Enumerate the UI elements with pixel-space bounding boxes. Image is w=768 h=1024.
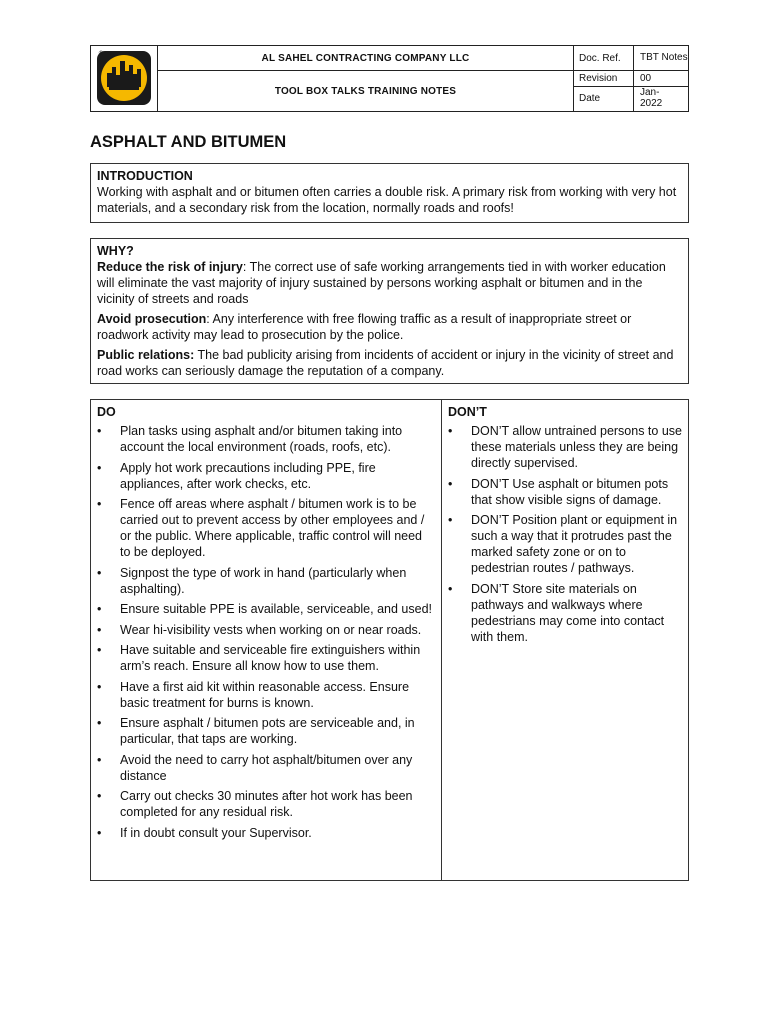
why-section <box>90 238 689 384</box>
dont-item: • DON’T Use asphalt or bitumen pots that show visible signs of damage. <box>448 476 682 508</box>
do-dont-table <box>90 399 689 881</box>
why-heading: WHY? <box>97 244 134 258</box>
document-header <box>90 45 689 112</box>
dont-item: • DON’T allow untrained persons to use these materials unless they are being directly supervised. <box>448 423 682 471</box>
introduction-text: Working with asphalt and or bitumen often carries a double risk. A primary risk from working with very hot materials, and a secondary risk from the location, normally roads and roofs! <box>97 185 677 215</box>
revision-label: Revision <box>574 71 633 87</box>
dont-column <box>442 400 689 881</box>
do-list <box>97 423 435 841</box>
why-item <box>97 311 682 343</box>
do-item: • Fence off areas where asphalt / bitumen work is to be carried out to prevent access by other employees and / or the public. Where applicable, traffic control will need to be deployed. <box>97 496 435 560</box>
why-item-term: Reduce the risk of injury <box>97 260 243 274</box>
do-item: • Plan tasks using asphalt and/or bitumen taking into account the local environment (roads, roofs, etc). <box>97 423 435 455</box>
revision-date-values <box>634 71 689 112</box>
why-item-text: The bad publicity arising from incidents of accident or injury in the vicinity of street and road works can seriously damage the reputation of a company. <box>97 348 674 378</box>
why-item-separator: : <box>242 260 250 274</box>
revision-value: 00 <box>634 71 688 87</box>
page-title: ASPHALT AND BITUMEN <box>90 133 287 151</box>
dont-list <box>448 423 682 645</box>
do-item: • If in doubt consult your Supervisor. <box>97 825 435 841</box>
do-item: • Apply hot work precautions including PPE, fire appliances, after work checks, etc. <box>97 460 435 492</box>
registered-mark: ® <box>98 50 104 57</box>
why-item-separator: : <box>206 312 213 326</box>
do-item: • Carry out checks 30 minutes after hot work has been completed for any residual risk. <box>97 788 435 820</box>
date-value: Jan-2022 <box>640 87 663 109</box>
dont-heading: DON’T <box>448 405 487 419</box>
why-item <box>97 347 682 379</box>
company-logo-icon <box>95 47 153 107</box>
company-name: AL SAHEL CONTRACTING COMPANY LLC <box>158 46 574 71</box>
dont-item: • DON’T Position plant or equipment in such a way that it protrudes past the marked safety zone or on to pedestrian routes / pathways. <box>448 512 682 576</box>
dont-item: • DON’T Store site materials on pathways and walkways where pedestrians may come into contact with them. <box>448 581 682 645</box>
introduction-heading: INTRODUCTION <box>97 169 193 183</box>
doc-ref-value: TBT Notes <box>634 46 689 71</box>
do-item: • Wear hi-visibility vests when working on or near roads. <box>97 622 435 638</box>
why-item-term: Avoid prosecution <box>97 312 207 326</box>
why-item-text: The correct use of safe working arrangements tied in with worker education will eliminate the vast majority of injury sustained by persons working asphalt or bitumen and in the vicinity of streets and roads <box>97 260 666 306</box>
why-item <box>97 259 682 307</box>
doc-ref-label: Doc. Ref. <box>574 46 634 71</box>
do-item: • Have suitable and serviceable fire extinguishers within arm’s reach. Ensure all know how to use them. <box>97 642 435 674</box>
do-item: • Have a first aid kit within reasonable access. Ensure basic treatment for burns is known. <box>97 679 435 711</box>
revision-date-labels <box>574 71 634 112</box>
why-item-text: Any interference with free flowing traffic as a result of inappropriate street or roadwork activity may lead to prosecution by the police. <box>97 312 632 342</box>
do-item: • Ensure asphalt / bitumen pots are serviceable and, in particular, that taps are working. <box>97 715 435 747</box>
introduction-section <box>90 163 689 223</box>
document-type-title: TOOL BOX TALKS TRAINING NOTES <box>158 71 574 112</box>
do-column <box>91 400 442 881</box>
date-label: Date <box>579 93 601 104</box>
why-item-term: Public relations: <box>97 348 195 362</box>
company-logo-cell <box>91 46 158 112</box>
do-heading: DO <box>97 405 116 419</box>
do-item: • Avoid the need to carry hot asphalt/bitumen over any distance <box>97 752 435 784</box>
do-item: • Signpost the type of work in hand (particularly when asphalting). <box>97 565 435 597</box>
do-item: • Ensure suitable PPE is available, serviceable, and used! <box>97 601 435 617</box>
